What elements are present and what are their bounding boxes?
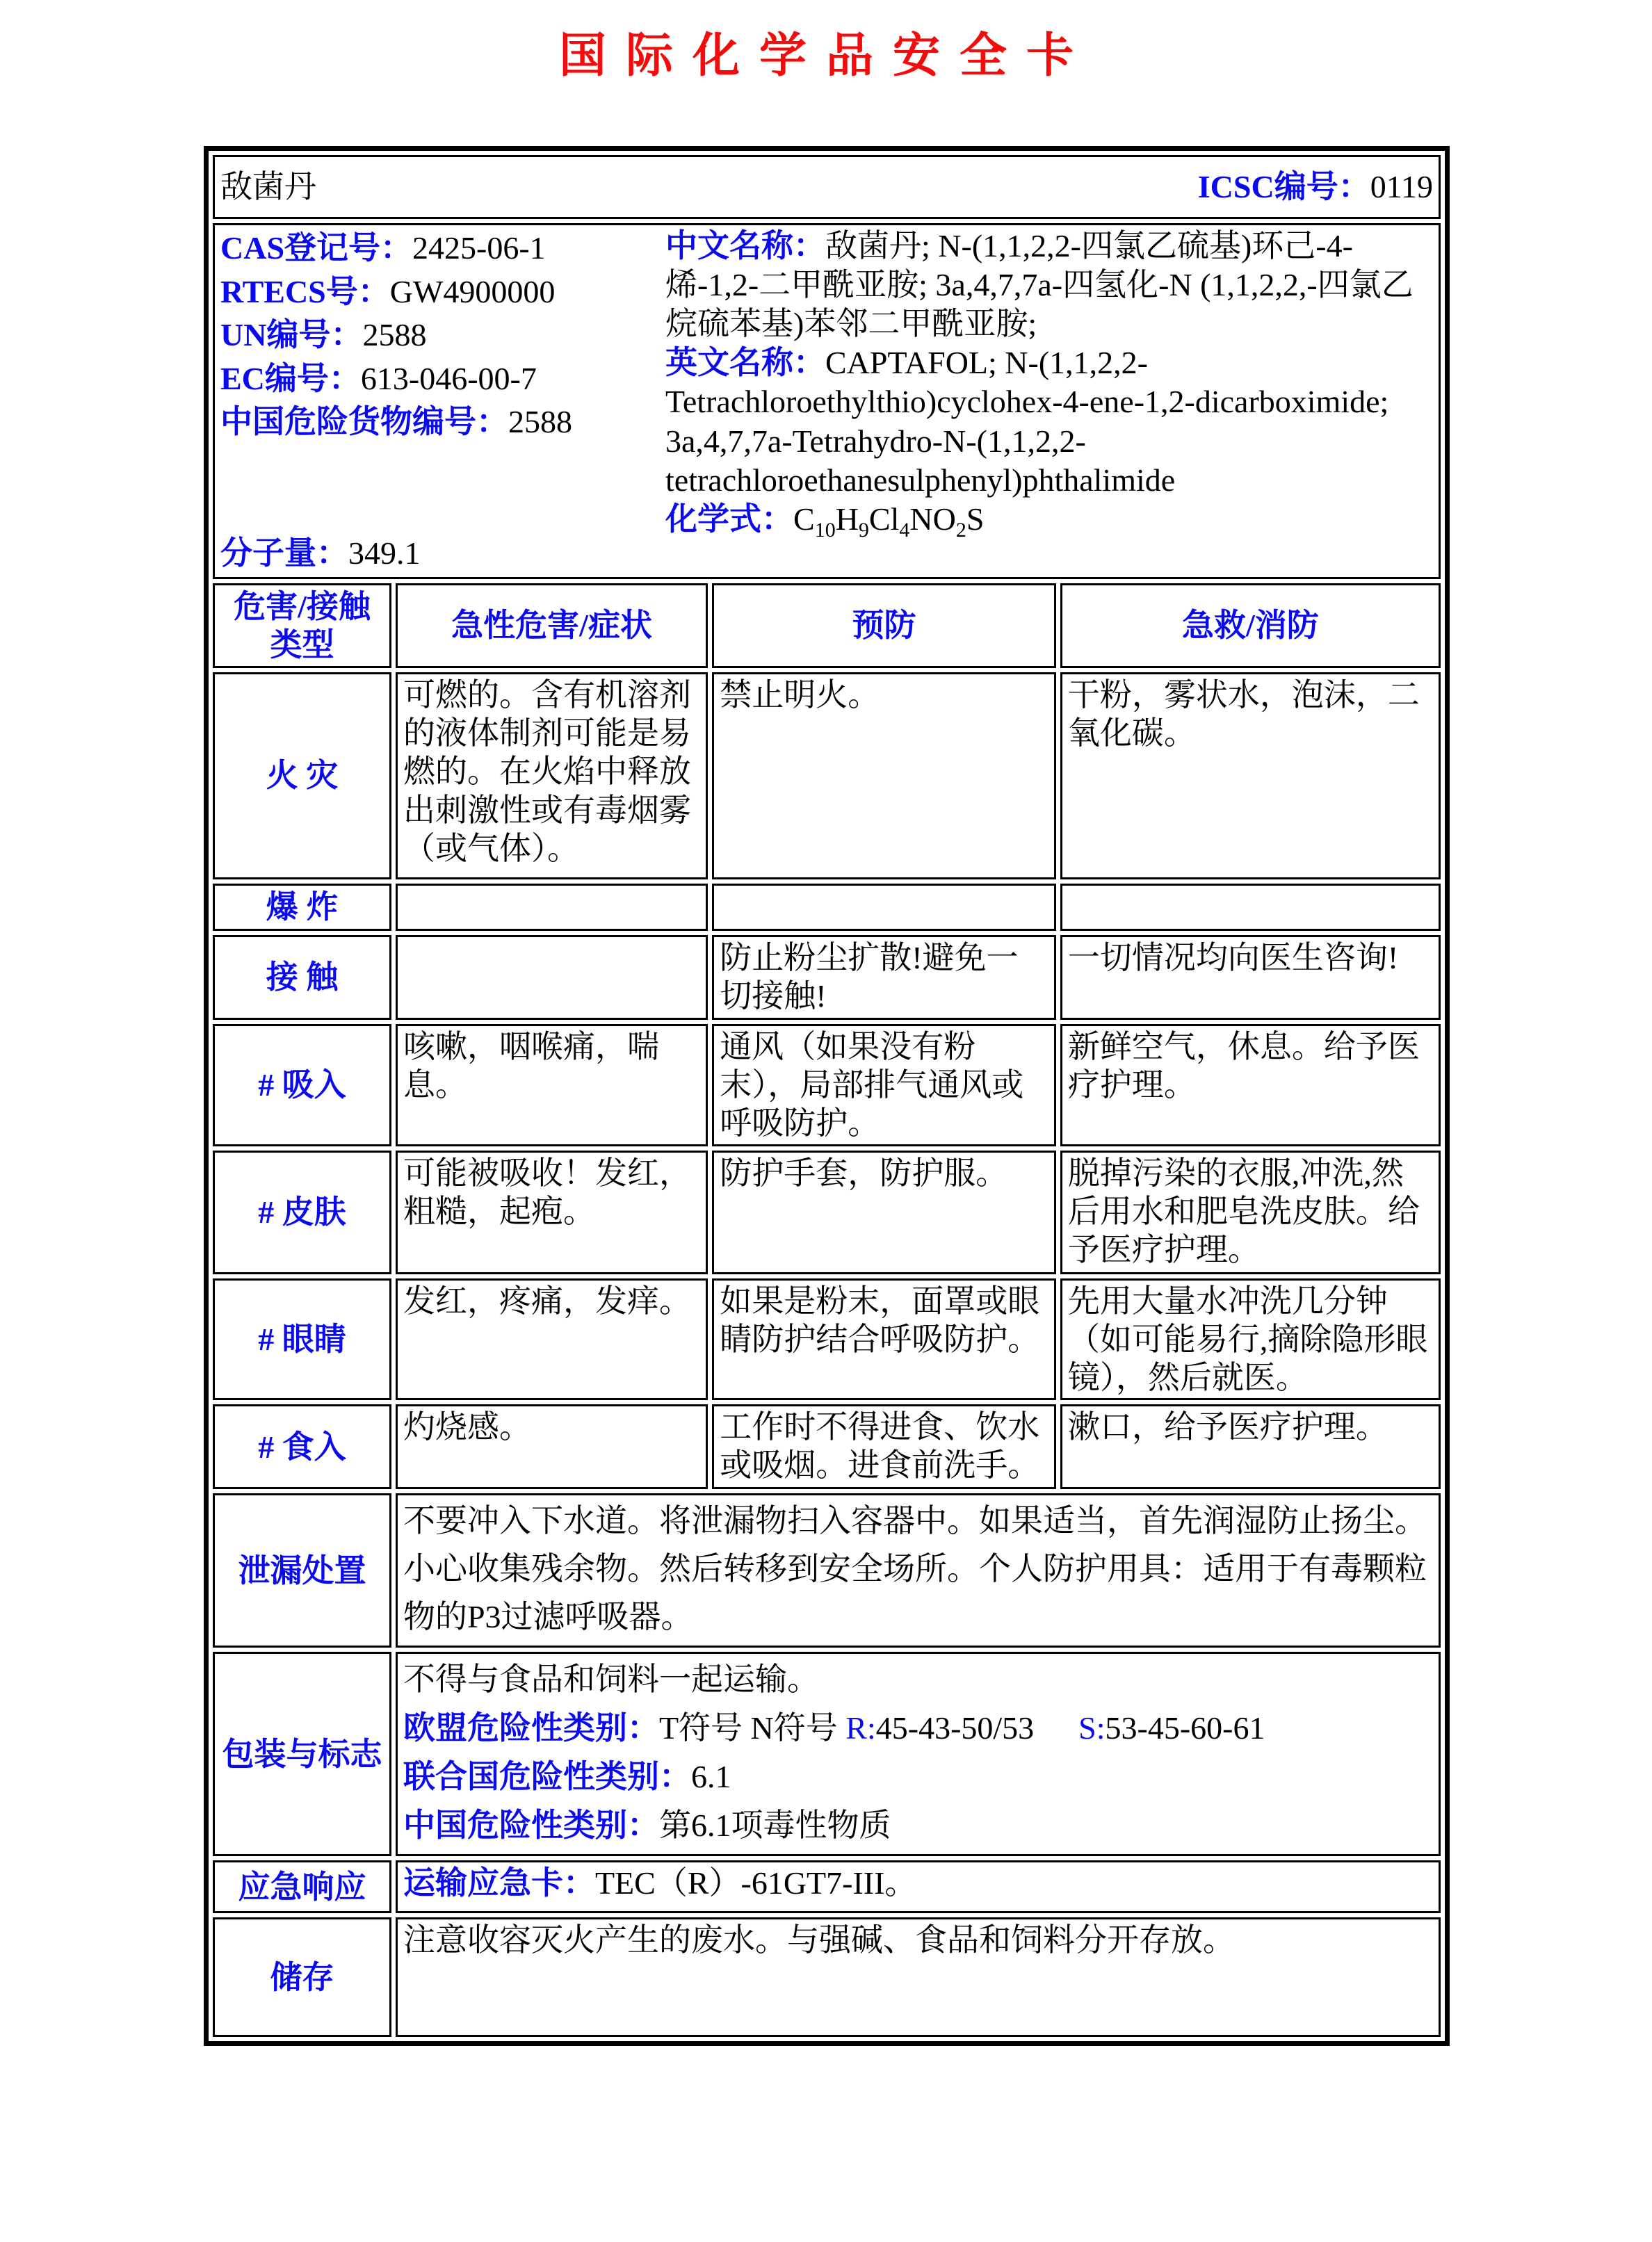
spill-text: 不要冲入下水道。将泄漏物扫入容器中。如果适当，首先润湿防止扬尘。小心收集残余物。然后转移到安全场所。个人防护用具：适用于有毒颗粒物的P3过滤呼吸器。 <box>396 1493 1441 1648</box>
transport-card-value: TEC（R）-61GT7-III。 <box>594 1865 917 1901</box>
packaging-un-class: 联合国危险性类别：6.1 <box>403 1758 731 1794</box>
icsc-number <box>1198 168 1433 206</box>
explosion-firstaid <box>1060 884 1441 931</box>
contact-label: 接 触 <box>213 935 391 1020</box>
packaging-row <box>213 1652 1441 1856</box>
page-title: 国际化学品安全卡 <box>558 29 1093 82</box>
un-number: UN编号：2588 <box>220 317 427 353</box>
ingestion-label: # 食入 <box>213 1404 391 1489</box>
fire-label: 火 灾 <box>213 672 391 879</box>
packaging-label: 包装与标志 <box>213 1652 391 1856</box>
skin-label: # 皮肤 <box>213 1151 391 1274</box>
col-header-symptoms: 急性危害/症状 <box>396 583 708 668</box>
skin-prevention: 防护手套，防护服。 <box>712 1151 1056 1274</box>
card-header-cell <box>213 155 1441 219</box>
icsc-document <box>0 21 1652 2046</box>
inhalation-symptoms: 咳嗽，咽喉痛，喘息。 <box>396 1024 708 1146</box>
inhalation-prevention: 通风（如果没有粉末），局部排气通风或呼吸防护。 <box>712 1024 1056 1146</box>
identification-cell <box>213 223 1441 579</box>
eyes-symptoms: 发红，疼痛，发痒。 <box>396 1278 708 1401</box>
fire-prevention: 禁止明火。 <box>712 672 1056 879</box>
emergency-label: 应急响应 <box>213 1860 391 1913</box>
col-header-hazard-type: 危害/接触类型 <box>213 583 391 668</box>
formula-value: $C_{10}H_9Cl_4NO_2S$ <box>793 501 985 542</box>
molecular-weight: 分子量：349.1 <box>220 535 421 571</box>
hazard-row-inhalation <box>213 1024 1441 1146</box>
skin-symptoms: 可能被吸收！发红，粗糙，起疱。 <box>396 1151 708 1274</box>
hazard-header-row <box>213 583 1441 668</box>
storage-label: 储存 <box>213 1917 391 2037</box>
ingestion-symptoms: 灼烧感。 <box>396 1404 708 1489</box>
packaging-content <box>396 1652 1441 1856</box>
storage-row <box>213 1917 1441 2037</box>
inhalation-firstaid: 新鲜空气，休息。给予医疗护理。 <box>1060 1024 1441 1146</box>
contact-symptoms <box>396 935 708 1020</box>
ingestion-prevention: 工作时不得进食、饮水或吸烟。进食前洗手。 <box>712 1404 1056 1489</box>
skin-firstaid: 脱掉污染的衣服,冲洗,然后用水和肥皂洗皮肤。给予医疗护理。 <box>1060 1151 1441 1274</box>
card-header-row <box>213 155 1441 219</box>
cas-number: CAS登记号：2425-06-1 <box>220 230 546 266</box>
substance-name: 敌菌丹 <box>220 169 316 205</box>
col-header-firstaid: 急救/消防 <box>1060 583 1441 668</box>
identifier-list <box>220 227 665 444</box>
packaging-cn-class: 中国危险性类别：第6.1项毒性物质 <box>403 1807 891 1843</box>
emergency-content <box>396 1860 1441 1913</box>
explosion-prevention <box>712 884 1056 931</box>
fire-firstaid: 干粉，雾状水，泡沫，二氧化碳。 <box>1060 672 1441 879</box>
china-dg-number: 中国危险货物编号：2588 <box>220 404 572 440</box>
hazard-row-explosion <box>213 884 1441 931</box>
hazard-row-skin <box>213 1151 1441 1274</box>
rtecs-number: RTECS号：GW4900000 <box>220 273 556 309</box>
eyes-label: # 眼睛 <box>213 1278 391 1401</box>
icsc-number-label: ICSC编号： <box>1197 169 1370 205</box>
eyes-prevention: 如果是粉末，面罩或眼睛防护结合呼吸防护。 <box>712 1278 1056 1401</box>
transport-card-label: 运输应急卡： <box>403 1865 595 1901</box>
explosion-label: 爆 炸 <box>213 884 391 931</box>
identification-row <box>213 223 1441 579</box>
identifiers-block <box>220 227 665 576</box>
fire-symptoms: 可燃的。含有机溶剂的液体制剂可能是易燃的。在火焰中释放出刺激性或有毒烟雾（或气体）。 <box>396 672 708 879</box>
ec-number: EC编号：613-046-00-7 <box>220 360 537 396</box>
explosion-symptoms <box>396 884 708 931</box>
spill-row <box>213 1493 1441 1648</box>
contact-prevention: 防止粉尘扩散!避免一切接触! <box>712 935 1056 1020</box>
spill-label: 泄漏处置 <box>213 1493 391 1648</box>
packaging-eu-class: 欧盟危险性类别：T符号 N符号 R:45-43-50/53 S:53-45-60-61 <box>403 1710 1265 1746</box>
hazard-row-contact <box>213 935 1441 1020</box>
packaging-transport: 不得与食品和饲料一起运输。 <box>403 1662 819 1698</box>
icsc-number-value: 0119 <box>1370 169 1433 205</box>
storage-text: 注意收容灭火产生的废水。与强碱、食品和饲料分开存放。 <box>396 1917 1441 2037</box>
english-name: 英文名称：CAPTAFOL; N-(1,1,2,2-Tetrachloroethylthio)cyclohex-4-ene-1,2-dicarboximide; 3a,4,7,7a-Tetrahydro-N-(1,1,2,2-tetrachloroethanesulphenyl)phthalimide <box>665 345 1389 498</box>
chemical-formula: 化学式：$C_{10}H_9Cl_4NO_2S$ <box>665 501 985 542</box>
icsc-card-table <box>204 146 1450 2046</box>
ingestion-firstaid: 漱口，给予医疗护理。 <box>1060 1404 1441 1489</box>
names-block <box>665 227 1433 576</box>
inhalation-label: # 吸入 <box>213 1024 391 1146</box>
emergency-row <box>213 1860 1441 1913</box>
eyes-firstaid: 先用大量水冲洗几分钟（如可能易行,摘除隐形眼镜），然后就医。 <box>1060 1278 1441 1401</box>
col-header-prevention: 预防 <box>712 583 1056 668</box>
hazard-row-ingestion <box>213 1404 1441 1489</box>
hazard-row-eyes <box>213 1278 1441 1401</box>
hazard-row-fire <box>213 672 1441 879</box>
contact-firstaid: 一切情况均向医生咨询! <box>1060 935 1441 1020</box>
chinese-name: 中文名称：敌菌丹; N-(1,1,2,2-四氯乙硫基)环己-4-烯-1,2-二甲酰亚胺; 3a,4,7,7a-四氢化-N (1,1,2,2,-四氯乙烷硫苯基)苯邻二甲酰亚胺; <box>665 228 1414 342</box>
